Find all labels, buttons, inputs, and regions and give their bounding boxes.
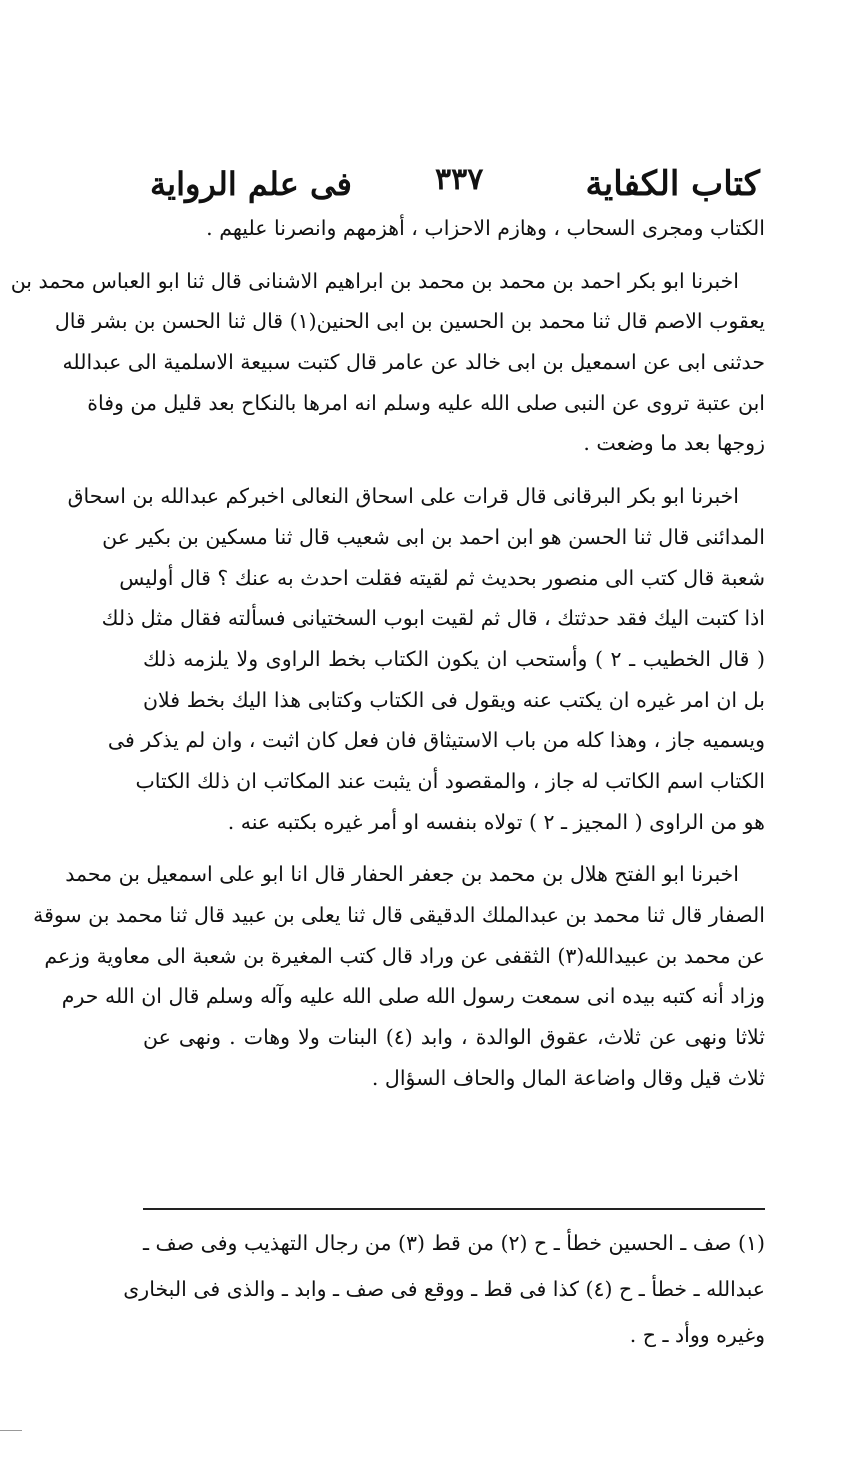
text-line: وزاد أنه كتبه بيده انى سمعت رسول الله صلى الله عليه وآله وسلم قال ان الله حرم — [61, 984, 765, 1009]
text-line: اخبرنا ابو الفتح هلال بن محمد بن جعفر الحفار قال انا ابو على اسمعيل بن محمد — [65, 862, 739, 887]
text-line: هو من الراوى ( المجيز ـ ٢ ) تولاه بنفسه او أمر غيره بكتبه عنه . — [227, 809, 765, 834]
text-line: زوجها بعد ما وضعت . — [583, 431, 765, 456]
footnote-line: وغيره ووأد ـ ح . — [629, 1323, 765, 1347]
paragraph — [10, 261, 765, 464]
paragraph — [143, 208, 765, 249]
page-number: ٣٣٧ — [435, 162, 484, 197]
margin-mark — [0, 1430, 22, 1431]
text-line: الصفار قال ثنا محمد بن عبدالملك الدقيقى قال ثنا يعلى بن عبيد قال ثنا محمد بن سوقة — [33, 903, 765, 927]
footnote-line: (١) صف ـ الحسين خطأ ـ ح (٢) من قط (٣) من رجال التهذيب وفى صف ـ — [143, 1231, 765, 1255]
text-line: اخبرنا ابو بكر البرقانى قال قرات على اسحاق النعالى اخبركم عبدالله بن اسحاق — [67, 484, 739, 509]
text-line: عن محمد بن عبيدالله(٣) الثقفى عن وراد قال كتب المغيرة بن شعبة الى معاوية وزعم — [44, 943, 765, 968]
text-line: الكتاب ومجرى السحاب ، وهازم الاحزاب ، أهزمهم وانصرنا عليهم . — [206, 216, 765, 240]
text-line: ابن عتبة تروى عن النبى صلى الله عليه وسلم انه امرها بالنكاح بعد قليل من وفاة — [87, 390, 765, 415]
paragraph — [67, 476, 765, 842]
text-line: ثلاثا ونهى عن ثلاث، عقوق الوالدة ، وابد (٤) البنات ولا وهات . ونهى عن — [143, 1025, 765, 1050]
text-line: ويسميه جاز ، وهذا كله من باب الاستيثاق فان فعل كان اثبت ، وان لم يذكر فى — [107, 728, 765, 753]
paragraph — [33, 854, 765, 1098]
page-header — [150, 148, 760, 208]
text-line: اذا كتبت اليك فقد حدثتك ، قال ثم لقيت ابوب السختيانى فسألته فقال مثل ذلك — [101, 606, 765, 631]
text-line: حدثنى ابى عن اسمعيل بن ابى خالد عن عامر قال كتبت سبيعة الاسلمية الى عبدالله — [62, 350, 765, 375]
text-line: شعبة قال كتب الى منصور بحديث ثم لقيته فقلت احدث به عنك ؟ قال أوليس — [119, 565, 765, 590]
text-line: يعقوب الاصم قال ثنا محمد بن الحسين بن ابى الحنين(١) قال ثنا الحسن بن بشر قال — [54, 309, 765, 334]
footnote-divider — [143, 1208, 765, 1210]
text-line: الكتاب اسم الكاتب له جاز ، والمقصود أن يثبت عند المكاتب ان ذلك الكتاب — [135, 768, 765, 793]
footnotes — [123, 1220, 765, 1358]
page-body — [10, 208, 765, 1110]
text-line: اخبرنا ابو بكر احمد بن محمد بن محمد بن ابراهيم الاشنانى قال ثنا ابو العباس محمد بن — [10, 268, 739, 293]
book-title: كتاب الكفاية — [585, 164, 760, 204]
footnote-line: عبدالله ـ خطأ ـ ح (٤) كذا فى قط ـ ووقع فى صف ـ وابد ـ والذى فى البخارى — [123, 1277, 765, 1301]
text-line: المدائنى قال ثنا الحسن هو ابن احمد بن ابى شعيب قال ثنا مسكين بن بكير عن — [102, 524, 765, 549]
text-line: بل ان امر غيره ان يكتب عنه ويقول فى الكتاب وكتابى هذا اليك بخط فلان — [143, 687, 765, 712]
book-subject: فى علم الرواية — [150, 165, 352, 203]
text-line: ثلاث قيل وقال واضاعة المال والحاف السؤال . — [371, 1065, 765, 1090]
text-line: ( قال الخطيب ـ ٢ ) وأستحب ان يكون الكتاب بخط الراوى ولا يلزمه ذلك — [143, 646, 765, 671]
